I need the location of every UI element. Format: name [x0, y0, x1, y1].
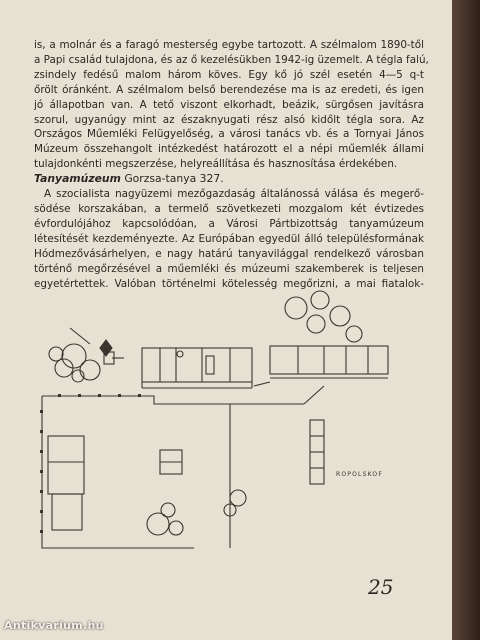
book-spine-shadow: [452, 0, 480, 640]
paragraph-tanyamuzeum: [34, 187, 424, 291]
page-number: 25: [368, 575, 394, 599]
text-line: szorul, ugyanúgy mint az északnyugati rész alsó kidőlt tégla sora. Az: [34, 113, 424, 126]
text-line: a Papi család tulajdona, és az ő kezelésükben 1942-ig üzemelt. A tégla falú,: [34, 53, 429, 66]
tree-cluster-bottom: [147, 490, 246, 535]
plan-scale-label: ROPOLSKOF: [336, 471, 383, 478]
site-plan-drawing: [34, 286, 434, 558]
text-line: is, a molnár és a faragó mesterség egybe tartozott. A szélmalom 1890-től: [34, 39, 424, 51]
main-farmhouse-plan: [142, 348, 252, 388]
text-line: Országos Műemléki Felügyelőség, a városi tanács vb. és a Tornyai János: [34, 128, 424, 141]
fence-posts: [40, 394, 141, 533]
text-line: Hódmezővásárhelyen, e nagy határú tanyavilággal rendelkező városban: [34, 247, 424, 260]
text-line: történő megőrzésével a műemléki és múzeumi szakemberek is teljesen: [34, 262, 424, 275]
windmill-symbol: [70, 328, 124, 364]
text-line: A szocialista nagyüzemi mezőgazdaság általánossá válása és megerő-: [44, 188, 424, 201]
section-address: Gorzsa-tanya 327.: [124, 172, 224, 186]
long-shed-right: [310, 420, 324, 484]
outbuilding-left: [48, 436, 84, 530]
text-line: tulajdonkénti megszerzése, helyreállítása és hasznosítása érdekében.: [34, 158, 398, 171]
text-line: őrölt óránként. A szélmalom belső berendezése ma is az eredeti, és igen: [34, 83, 424, 96]
text-line: zsindely fedésű malom három köves. Egy kő jó szél esetén 4—5 q-t: [34, 68, 424, 81]
tree-cluster-top-left: [49, 344, 100, 382]
text-line: jó állapotban van. A tető viszont elkorhadt, beázik, sürgősen javításra: [34, 98, 424, 111]
stable-building-plan: [270, 346, 388, 378]
section-title: Tanyamúzeum: [34, 172, 121, 186]
text-line: södése korszakában, a termelő szövetkezeti mozgalom két évtizedes: [34, 202, 424, 215]
section-heading: [34, 172, 424, 187]
text-line: Múzeum összehangolt intézkedést határozott el a népi műemlék állami: [34, 143, 424, 156]
paragraph-windmill: [34, 38, 429, 172]
tree-cluster-top-right: [285, 291, 362, 342]
watermark-logo: Antikvarium.hu: [4, 619, 104, 632]
text-line: egyetértettek. Valóban történelmi kötelesség megőrizni, a mai fiatalok-: [34, 277, 424, 290]
text-line: évfordulójához kapcsolódóan, a Városi Pártbizottság tanyamúzeum: [34, 217, 424, 230]
text-line: létesítését kezdeményezte. Az Európában egyedül álló településformának: [34, 232, 424, 245]
body-text: [34, 38, 429, 291]
small-building-center: [160, 450, 182, 474]
